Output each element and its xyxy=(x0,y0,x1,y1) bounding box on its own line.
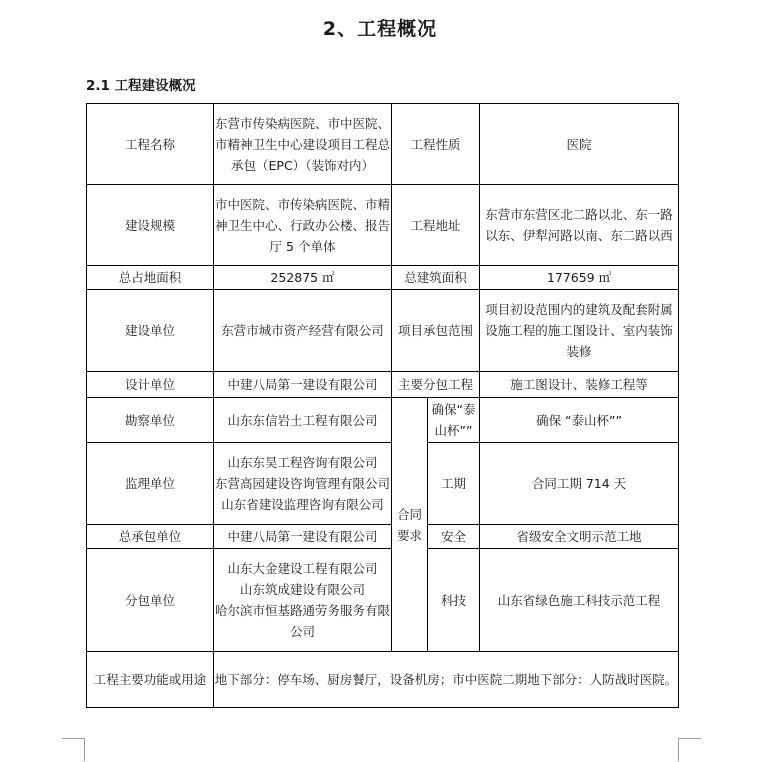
scope-label: 项目承包范围 xyxy=(392,290,480,372)
land-area-label: 总占地面积 xyxy=(87,266,214,290)
project-name-label: 工程名称 xyxy=(87,104,214,185)
table-row xyxy=(87,266,679,290)
table-row xyxy=(87,290,679,372)
function-value: 地下部分：停车场、厨房餐厅，设备机房；市中医院二期地下部分：人防战时医院。 xyxy=(214,652,679,708)
ensure-label: 确保“泰山杯”” xyxy=(428,398,480,443)
survey-label: 勘察单位 xyxy=(87,398,214,443)
design-value: 中建八局第一建设有限公司 xyxy=(214,372,392,398)
scale-value: 市中医院、市传染病医院、市精神卫生中心、行政办公楼、报告厅 5 个单体 xyxy=(214,185,392,266)
land-area-value: 252875 ㎡ xyxy=(214,266,392,290)
address-label: 工程地址 xyxy=(392,185,480,266)
tech-value: 山东省绿色施工科技示范工程 xyxy=(480,549,679,652)
page-corner-mark-left xyxy=(62,738,85,761)
table-row xyxy=(87,443,679,525)
supervise-value xyxy=(214,443,392,525)
owner-value: 东营市城市资产经营有限公司 xyxy=(214,290,392,372)
scope-value: 项目初设范围内的建筑及配套附属设施工程的施工图设计、室内装饰装修 xyxy=(480,290,679,372)
supervise-label: 监理单位 xyxy=(87,443,214,525)
subcontractor-value xyxy=(214,549,392,652)
supervise-company-3: 山东省建设监理咨询有限公司 xyxy=(221,497,384,512)
main-subcontract-label: 主要分包工程 xyxy=(392,372,480,398)
period-value: 合同工期 714 天 xyxy=(480,443,679,525)
subcontractor-label: 分包单位 xyxy=(87,549,214,652)
contract-requirement-label: 合同要求 xyxy=(392,398,428,652)
general-contractor-value: 中建八局第一建设有限公司 xyxy=(214,525,392,549)
ensure-value: 确保 “泰山杯”” xyxy=(480,398,679,443)
nature-value: 医院 xyxy=(480,104,679,185)
owner-label: 建设单位 xyxy=(87,290,214,372)
safety-label: 安全 xyxy=(428,525,480,549)
table-row xyxy=(87,549,679,652)
build-area-value: 177659 ㎡ xyxy=(480,266,679,290)
subcontractor-company-2: 山东筑成建设有限公司 xyxy=(239,582,365,597)
design-label: 设计单位 xyxy=(87,372,214,398)
section-heading: 2.1 工程建设概况 xyxy=(86,78,196,94)
tech-label: 科技 xyxy=(428,549,480,652)
project-overview-table xyxy=(86,103,679,708)
build-area-label: 总建筑面积 xyxy=(392,266,480,290)
survey-value: 山东东信岩土工程有限公司 xyxy=(214,398,392,443)
table-row xyxy=(87,525,679,549)
function-label: 工程主要功能或用途 xyxy=(87,652,214,708)
general-contractor-label: 总承包单位 xyxy=(87,525,214,549)
main-subcontract-value: 施工图设计、装修工程等 xyxy=(480,372,679,398)
table-row xyxy=(87,372,679,398)
nature-label: 工程性质 xyxy=(392,104,480,185)
project-name-value: 东营市传染病医院、市中医院、市精神卫生中心建设项目工程总承包（EPC）（装饰对内） xyxy=(214,104,392,185)
period-label: 工期 xyxy=(428,443,480,525)
table-row xyxy=(87,398,679,443)
scale-label: 建设规模 xyxy=(87,185,214,266)
supervise-company-2: 东营高园建设咨询管理有限公司 xyxy=(214,476,390,491)
table-row xyxy=(87,104,679,185)
subcontractor-company-3: 哈尔滨市恒基路通劳务服务有限公司 xyxy=(214,603,390,639)
supervise-company-1: 山东东昊工程咨询有限公司 xyxy=(227,455,378,470)
table-row xyxy=(87,652,679,708)
page-corner-mark-right xyxy=(678,738,701,761)
table-row xyxy=(87,185,679,266)
page-title: 2、工程概况 xyxy=(322,18,438,40)
safety-value: 省级安全文明示范工地 xyxy=(480,525,679,549)
address-value: 东营市东营区北二路以北、东一路以东、伊犁河路以南、东二路以西 xyxy=(480,185,679,266)
subcontractor-company-1: 山东大金建设工程有限公司 xyxy=(227,561,378,576)
